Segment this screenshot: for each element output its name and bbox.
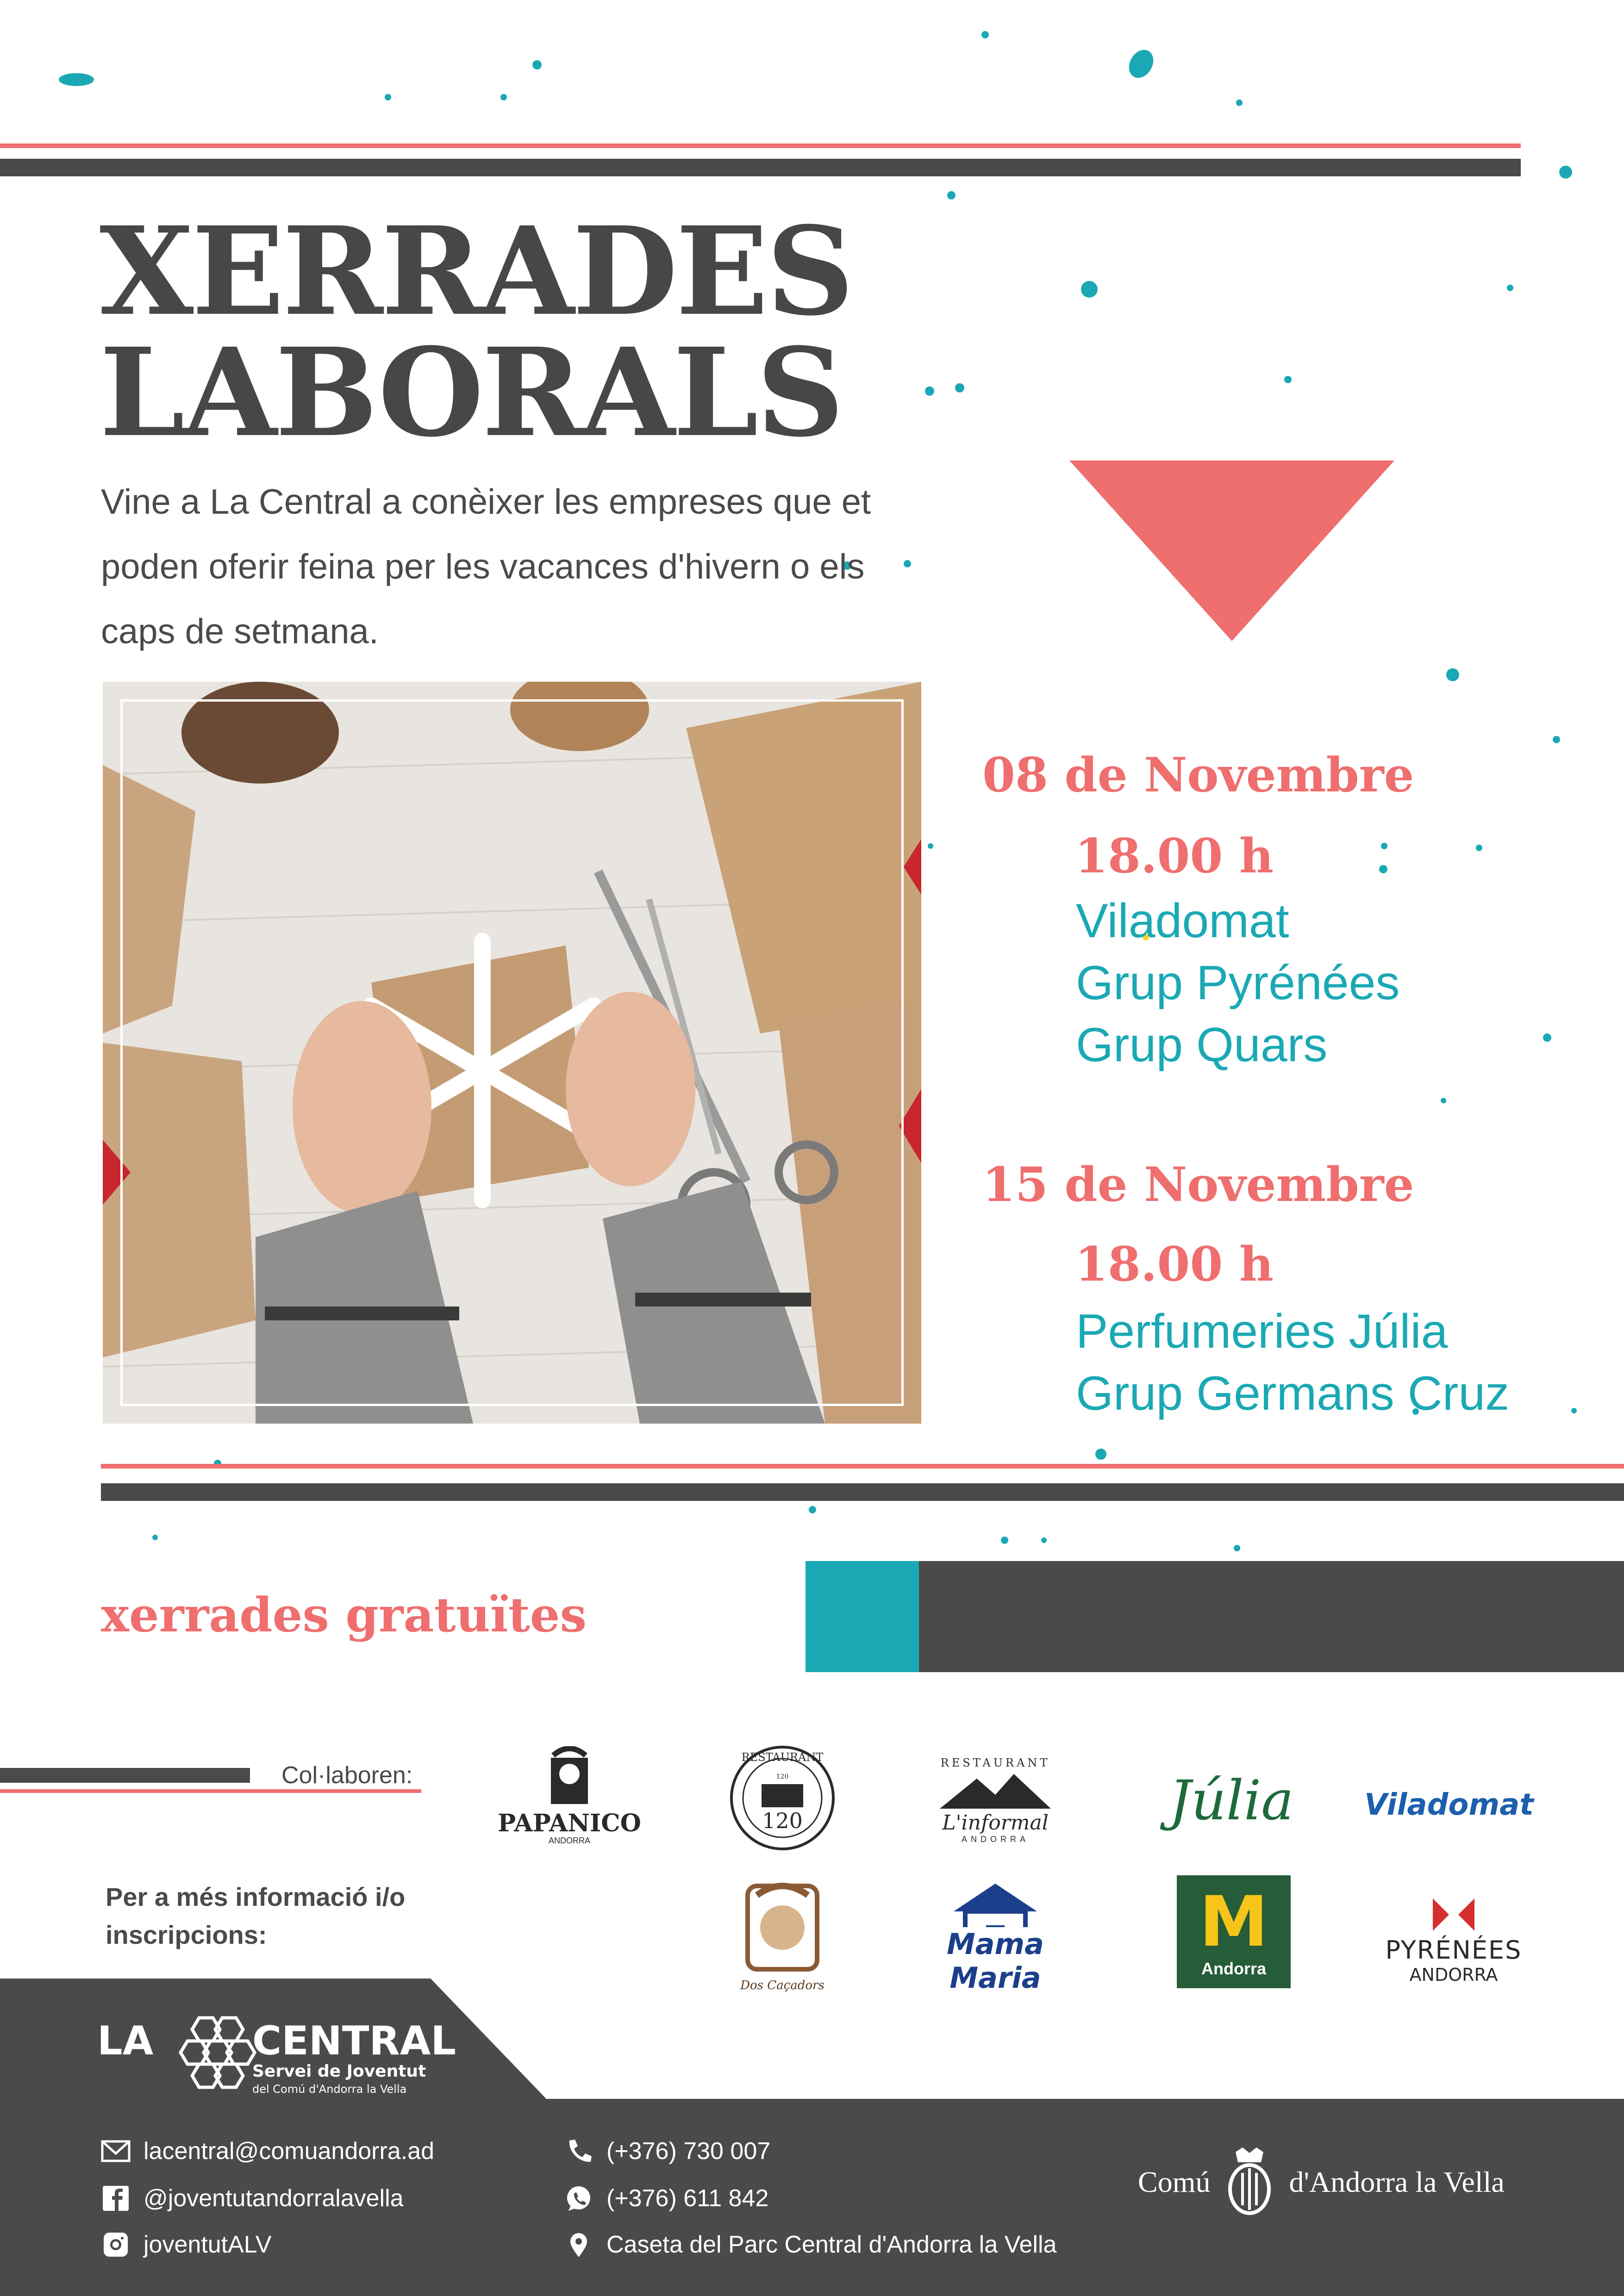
location-pin-icon	[564, 2231, 593, 2258]
chef-icon	[535, 1746, 604, 1811]
middle-line-dark	[101, 1483, 1624, 1501]
contact-email-row	[101, 2137, 434, 2165]
intro-text: Vine a La Central a conèixer les empreses que et poden oferir feina per les vacances d'hivern o els caps de setmana.	[101, 482, 871, 651]
house-icon	[944, 1879, 1046, 1927]
pyrenees-emblem	[1428, 1894, 1479, 1935]
event-1-date: 08 de Novembre	[982, 747, 1414, 803]
page-title	[100, 200, 852, 464]
dos-cacadors-name: Dos Caçadors	[740, 1979, 824, 1992]
julia-name: Júlia	[1169, 1768, 1294, 1832]
middle-line-salmon	[101, 1464, 1624, 1468]
event-2-time: 18.00 h	[1075, 1237, 1274, 1292]
event-1-company: Grup Pyrénées	[1076, 956, 1400, 1010]
free-talks-label: xerrades gratuïtes	[101, 1587, 587, 1643]
header-line-dark	[0, 159, 1521, 176]
collab-line-dark	[0, 1768, 250, 1783]
linformal-top: RESTAURANT	[940, 1756, 1050, 1769]
collaborators-label: Col·laboren:	[281, 1762, 413, 1789]
facebook-icon	[101, 2185, 131, 2212]
event-2-companies	[1076, 1300, 1509, 1425]
contact-instagram[interactable]: joventutALV	[144, 2231, 272, 2258]
la-central-subtitle-2: del Comú d'Andorra la Vella	[252, 2083, 407, 2096]
restaurant-120-emblem	[725, 1742, 840, 1854]
logo-viladomat	[1366, 1777, 1532, 1833]
phone-icon	[564, 2138, 593, 2165]
whatsapp-icon	[564, 2185, 593, 2212]
envelope-icon	[101, 2138, 131, 2165]
pyrenees-name: PYRÉNÉES	[1385, 1935, 1522, 1965]
logo-mcdonalds	[1177, 1875, 1291, 1988]
contact-whatsapp[interactable]: (+376) 611 842	[606, 2185, 769, 2212]
mcdonalds-m: M	[1199, 1882, 1268, 1962]
contact-phone-row	[564, 2137, 770, 2165]
pyrenees-sub: ANDORRA	[1409, 1964, 1498, 1985]
la-central-right: CENTRAL	[252, 2018, 456, 2064]
header-line-salmon	[0, 143, 1521, 148]
event-1-company: Grup Quars	[1076, 1018, 1328, 1072]
event-2-date: 15 de Novembre	[982, 1157, 1414, 1213]
papanico-sub: ANDORRA	[548, 1836, 590, 1845]
comu-left: Comú	[1138, 2165, 1211, 2198]
restaurant-120-number: 120	[762, 1808, 803, 1833]
collab-line-salmon	[0, 1789, 421, 1793]
info-label-line-2: inscripcions:	[106, 1920, 267, 1949]
logo-mama-maria	[903, 1879, 1088, 1995]
logo-julia	[1171, 1759, 1292, 1842]
event-2-company: Perfumeries Júlia	[1076, 1305, 1448, 1358]
andorra-la-vella-crest-icon	[1224, 2147, 1275, 2217]
logo-linformal	[926, 1745, 1065, 1856]
info-label	[106, 1878, 405, 1954]
info-label-line-1: Per a més informació i/o	[106, 1882, 406, 1911]
event-1-company: Viladomat	[1076, 894, 1289, 948]
instagram-icon	[101, 2231, 131, 2258]
contact-email[interactable]: lacentral@comuandorra.ad	[144, 2138, 435, 2165]
contact-instagram-row	[101, 2231, 272, 2259]
title-line-1: XERRADES	[100, 200, 852, 342]
contact-address-row	[564, 2231, 1056, 2259]
comu-right: d'Andorra la Vella	[1289, 2165, 1505, 2198]
contact-phone[interactable]: (+376) 730 007	[606, 2138, 771, 2165]
viladomat-name: Viladomat	[1364, 1788, 1534, 1822]
dos-cacadors-chef-icon	[729, 1877, 836, 1979]
contact-whatsapp-row	[564, 2184, 768, 2212]
linformal-name: L'informal	[942, 1811, 1049, 1835]
la-central-logo	[97, 2013, 456, 2106]
mama-maria-name: Mama Maria	[947, 1927, 1044, 1995]
la-central-subtitle: Servei de Joventut	[252, 2062, 426, 2081]
title-line-2: LABORALS	[100, 321, 843, 464]
papanico-name: PAPANICO	[498, 1809, 641, 1837]
restaurant-120-small: 120	[776, 1773, 789, 1780]
gift-wrapping-photo	[103, 682, 921, 1424]
event-1-time: 18.00 h	[1075, 828, 1274, 884]
dark-band	[919, 1561, 1624, 1672]
logo-restaurant-120	[722, 1740, 843, 1856]
comu-logo	[1138, 2147, 1505, 2217]
photo-frame	[120, 699, 904, 1406]
event-1-companies	[1076, 890, 1399, 1076]
triangle-decoration	[1069, 460, 1394, 641]
logo-papanico	[500, 1740, 639, 1851]
teal-band	[806, 1561, 919, 1672]
contact-address: Caseta del Parc Central d'Andorra la Vella	[606, 2231, 1057, 2258]
la-central-left: LA	[97, 2018, 154, 2064]
linformal-sub: ANDORRA	[961, 1835, 1029, 1844]
mcdonalds-sub: Andorra	[1201, 1959, 1266, 1978]
restaurant-120-top: RESTAURANT	[741, 1751, 824, 1764]
mountain-icon	[935, 1769, 1056, 1811]
contact-facebook[interactable]: @joventutandorralavella	[144, 2185, 404, 2212]
honeycomb-icon	[171, 2013, 264, 2092]
logo-pyrenees	[1375, 1884, 1532, 1995]
event-2-company: Grup Germans Cruz	[1076, 1367, 1510, 1420]
contact-facebook-row	[101, 2184, 404, 2212]
